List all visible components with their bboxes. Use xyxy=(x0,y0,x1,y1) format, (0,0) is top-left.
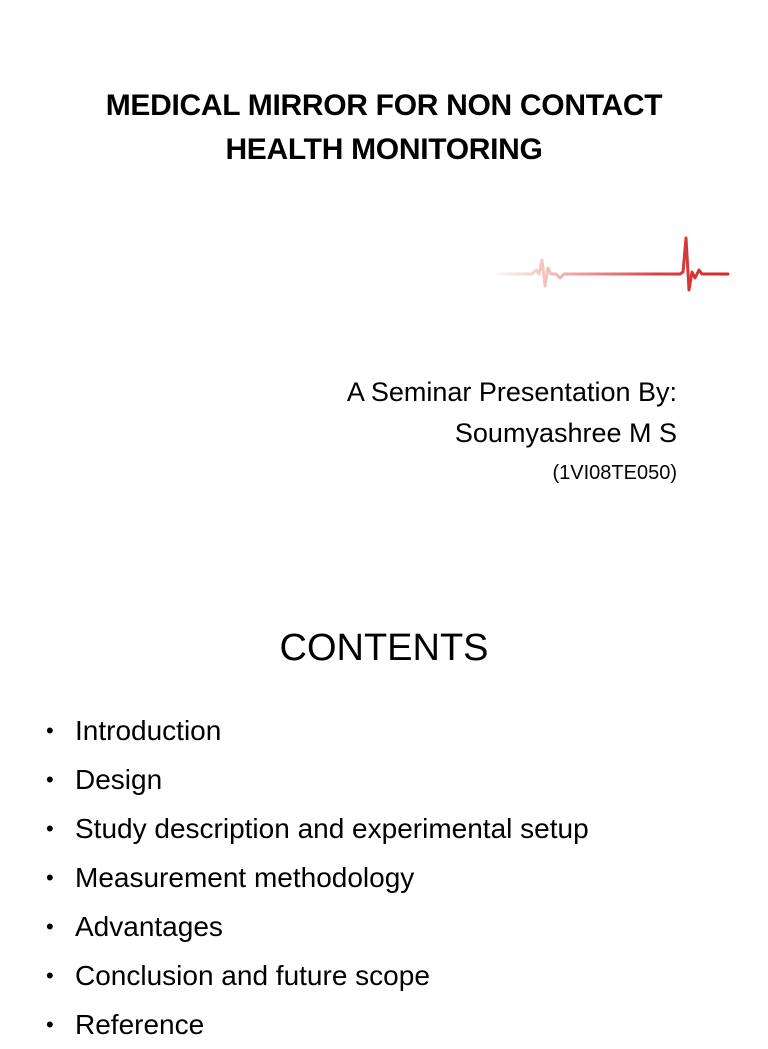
presenter-info xyxy=(347,372,677,488)
list-item-label: Design xyxy=(75,764,163,795)
bullet-icon: • xyxy=(46,865,54,890)
presenter-name: Soumyashree M S xyxy=(454,418,677,448)
bullet-icon: • xyxy=(46,914,54,939)
list-item-label: Reference xyxy=(75,1009,205,1040)
list-item xyxy=(40,951,589,1000)
title-line-1: MEDICAL MIRROR FOR NON CONTACT xyxy=(105,89,663,122)
contents-heading: CONTENTS xyxy=(279,627,489,669)
bullet-icon: • xyxy=(46,767,54,792)
list-item xyxy=(40,902,589,951)
list-item-label: Measurement methodology xyxy=(75,862,415,893)
list-item xyxy=(40,706,589,755)
list-item xyxy=(40,755,589,804)
bullet-icon: • xyxy=(46,963,54,988)
list-item-label: Conclusion and future scope xyxy=(75,960,430,991)
list-item xyxy=(40,804,589,853)
contents-list xyxy=(40,706,589,1049)
list-item-label: Study description and experimental setup xyxy=(75,813,589,844)
heartbeat-line-icon xyxy=(496,234,730,296)
presenter-intro: A Seminar Presentation By: xyxy=(346,377,677,407)
list-item-label: Advantages xyxy=(75,911,223,942)
list-item xyxy=(40,853,589,902)
contents-slide xyxy=(0,576,768,1040)
presenter-id: (1VI08TE050) xyxy=(552,462,677,484)
bullet-icon: • xyxy=(46,1012,54,1037)
bullet-icon: • xyxy=(46,718,54,743)
bullet-icon: • xyxy=(46,816,54,841)
slide-title xyxy=(40,84,728,172)
list-item-label: Introduction xyxy=(75,715,222,746)
list-item xyxy=(40,1000,589,1049)
title-line-2: HEALTH MONITORING xyxy=(225,133,543,166)
